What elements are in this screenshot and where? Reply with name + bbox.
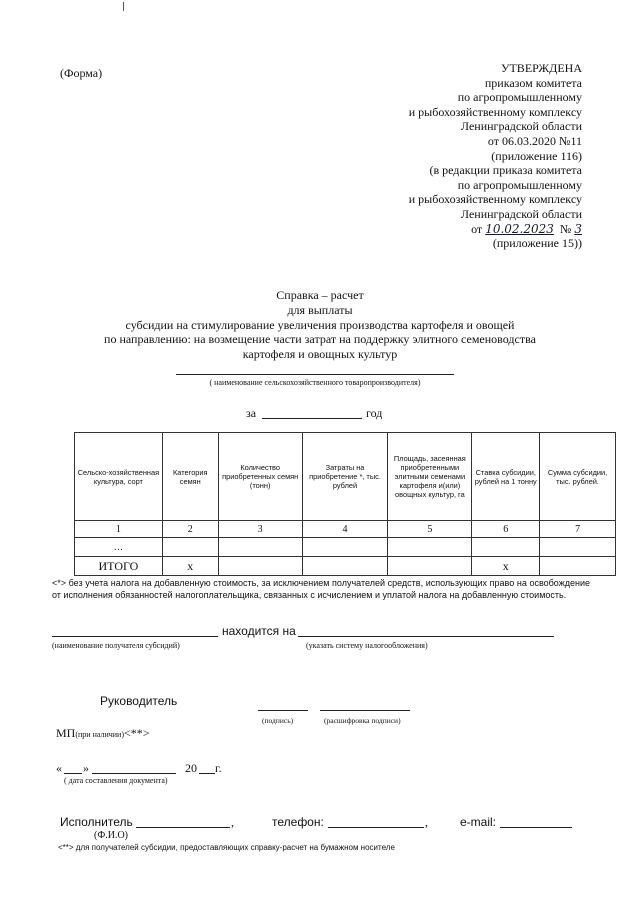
total-cell[interactable]	[540, 557, 616, 576]
decode-caption: (расшифровка подписи)	[324, 716, 401, 725]
tax-system-input-line[interactable]	[298, 636, 554, 637]
scan-mark	[123, 2, 124, 11]
vat-footnote: <*> без учета налога на добавленную стоимость, за исключением получателей средств, использующих право на освобождение от исполнения обязанностей налогоплательщика, связанных с исчислением и уплатой налога на добавленную стоимость.	[52, 578, 590, 600]
approval-block	[409, 61, 582, 251]
year-suffix: г.	[215, 761, 222, 775]
period-input-line[interactable]	[262, 418, 362, 419]
column-number: 4	[302, 521, 388, 538]
period-suffix: год	[366, 406, 383, 420]
paper-footnote: <**> для получателей субсидии, предоставляющих справку-расчет на бумажном носителе	[58, 843, 395, 852]
column-number: 1	[75, 521, 163, 538]
table-cell[interactable]	[540, 538, 616, 557]
table-cell[interactable]	[162, 538, 218, 557]
header-cell: Затраты на приобретение *, тыс. рублей	[302, 433, 388, 521]
fio-caption: (Ф.И.О)	[94, 830, 129, 841]
table-header-row	[75, 433, 616, 521]
table-cell[interactable]: …	[75, 538, 163, 557]
approval-line: Ленинградской области	[460, 206, 582, 221]
column-number: 2	[162, 521, 218, 538]
total-cell[interactable]	[302, 557, 388, 576]
stamp-label: МП(при наличии)<**>	[56, 726, 150, 740]
header-cell: Сельско-хозяйственная культура, сорт	[75, 433, 163, 521]
total-cell[interactable]	[388, 557, 472, 576]
table-cell[interactable]	[218, 538, 302, 557]
day-input-line[interactable]	[64, 773, 82, 774]
signature-line[interactable]	[258, 710, 308, 711]
title-line: по направлению: на возмещение части затрат на поддержку элитного семеноводства	[104, 332, 536, 347]
executor-comma: ,	[231, 815, 234, 829]
column-number: 3	[218, 521, 302, 538]
email-label: e-mail:	[460, 815, 497, 829]
phone-input-line[interactable]	[328, 827, 424, 828]
email-input-line[interactable]	[500, 827, 572, 828]
title-line: картофеля и овощных культур	[242, 347, 398, 362]
signature-caption: (подпись)	[262, 716, 294, 725]
header-cell: Сумма субсидии, тыс. рублей.	[540, 433, 616, 521]
title-line: Справка – расчет	[276, 288, 364, 302]
recipient-caption: (наименование получателя субсидий)	[52, 641, 180, 650]
location-text: находится на	[222, 624, 296, 638]
executor-label: Исполнитель	[60, 815, 133, 829]
phone-comma: ,	[425, 815, 428, 829]
approval-line: (в редакции приказа комитета	[429, 163, 582, 178]
recipient-input-line[interactable]	[52, 636, 218, 637]
total-label: ИТОГО	[75, 557, 163, 576]
header-cell: Количество приобретенных семян (тонн)	[218, 433, 302, 521]
year-input-line[interactable]	[199, 773, 215, 774]
document-title	[40, 288, 600, 362]
column-number: 5	[388, 521, 472, 538]
phone-label: телефон:	[272, 815, 324, 829]
producer-caption: ( наименование сельскохозяйственного товаропроизводителя)	[209, 378, 421, 387]
header-cell: Ставка субсидии, рублей на 1 тонну	[472, 433, 540, 521]
approval-line: и рыбохозяйственному комплексу	[408, 104, 582, 119]
approval-line: по агропромышленному	[457, 177, 582, 192]
date-open-quote: «	[56, 761, 62, 775]
table-row	[75, 538, 616, 557]
date-caption: ( дата составления документа)	[64, 776, 168, 785]
total-cell[interactable]	[218, 557, 302, 576]
approval-line: Ленинградской области	[460, 119, 582, 134]
approval-line: от 06.03.2020 №11	[487, 133, 582, 148]
period-prefix: за	[246, 406, 257, 420]
form-label: (Форма)	[60, 66, 103, 80]
total-cell: х	[472, 557, 540, 576]
table-cell[interactable]	[302, 538, 388, 557]
date-close-quote: »	[83, 761, 89, 775]
handwritten-date: 10.02.2023	[485, 221, 554, 236]
year-prefix: 20	[185, 761, 197, 775]
table-number-row	[75, 521, 616, 538]
approval-line: по агропромышленному	[457, 90, 582, 105]
edition-appendix: (приложение 15))	[492, 236, 582, 251]
approval-line: (приложение 116)	[491, 148, 582, 163]
header-cell: Площадь, засеянная приобретенными элитными семенами картофеля и(или) овощных культур, га	[388, 433, 472, 521]
edition-date-line: от 10.02.2023 № 3	[471, 221, 582, 236]
handwritten-number: 3	[574, 221, 582, 236]
column-number: 6	[472, 521, 540, 538]
subsidy-table	[74, 432, 616, 576]
tax-system-caption: (указать систему налогообложения)	[306, 641, 428, 650]
producer-input-line[interactable]	[176, 374, 454, 375]
approval-line: УТВЕРЖДЕНА	[500, 61, 582, 75]
table-cell[interactable]	[388, 538, 472, 557]
approval-line: приказом комитета	[484, 75, 582, 90]
month-input-line[interactable]	[92, 773, 176, 774]
table-total-row	[75, 557, 616, 576]
executor-input-line[interactable]	[136, 827, 230, 828]
signature-decode-line[interactable]	[320, 710, 410, 711]
approval-line: и рыбохозяйственному комплексу	[408, 192, 582, 207]
header-cell: Категория семян	[162, 433, 218, 521]
title-line: субсидии на стимулирование увеличения производства картофеля и овощей	[125, 317, 515, 332]
table-cell[interactable]	[472, 538, 540, 557]
title-line: для выплаты	[287, 302, 353, 317]
total-cell: х	[162, 557, 218, 576]
column-number: 7	[540, 521, 616, 538]
head-label: Руководитель	[100, 694, 178, 708]
